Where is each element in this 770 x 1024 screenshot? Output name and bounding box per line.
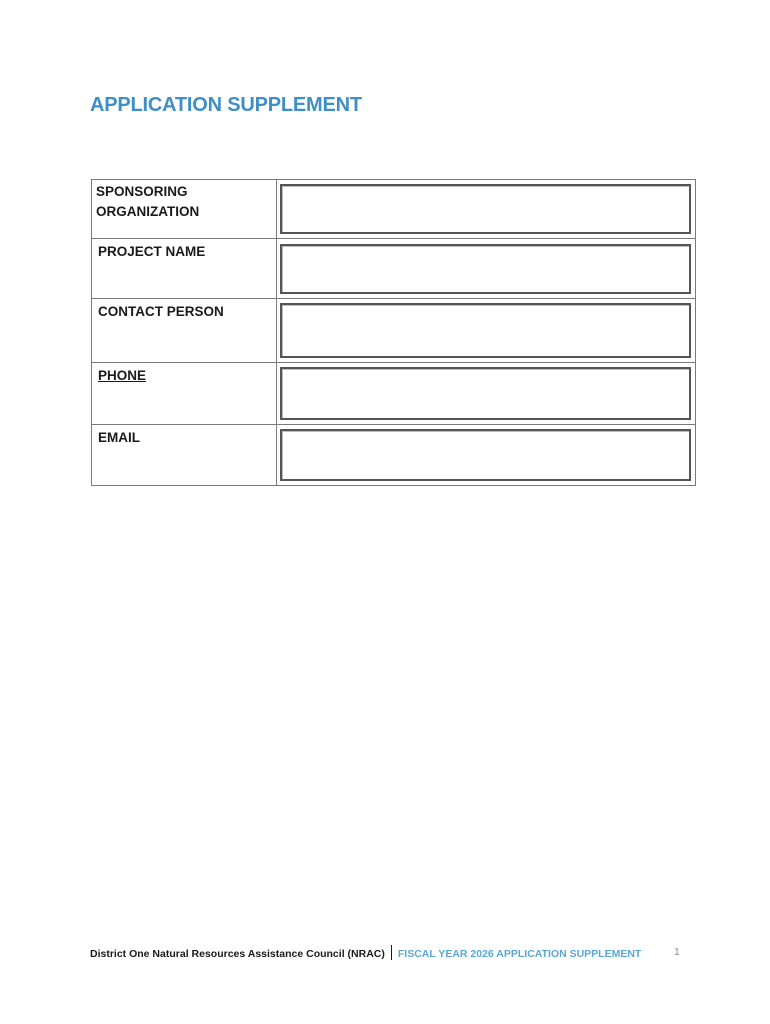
- label-cell: [92, 180, 277, 239]
- field-cell: [277, 239, 696, 299]
- form-row-sponsoring-organization: [92, 180, 696, 239]
- field-cell: [277, 363, 696, 425]
- phone-field[interactable]: [280, 367, 691, 420]
- label-cell: [92, 363, 277, 425]
- form-row-contact-person: [92, 299, 696, 363]
- footer-divider: [391, 945, 392, 960]
- email-field[interactable]: [280, 429, 691, 481]
- sponsoring-organization-field[interactable]: [280, 184, 691, 234]
- phone-label: PHONE: [98, 368, 147, 383]
- footer-document-name: FISCAL YEAR 2026 APPLICATION SUPPLEMENT: [397, 948, 642, 960]
- label-cell: [92, 239, 277, 299]
- project-name-label: PROJECT NAME: [98, 244, 206, 259]
- form-row-phone: [92, 363, 696, 425]
- page-title: APPLICATION SUPPLEMENT: [90, 94, 362, 116]
- footer-organization: District One Natural Resources Assistance Council (NRAC): [90, 948, 385, 960]
- label-cell: [92, 299, 277, 363]
- contact-person-field[interactable]: [280, 303, 691, 358]
- field-cell: [277, 299, 696, 363]
- page-number: 1: [674, 946, 680, 958]
- label-cell: [92, 425, 277, 486]
- project-name-field[interactable]: [280, 244, 691, 294]
- application-form-table: [91, 179, 696, 486]
- field-cell: [277, 180, 696, 239]
- page-footer: [90, 945, 690, 960]
- sponsoring-organization-label-line2: ORGANIZATION: [96, 204, 200, 219]
- contact-person-label: CONTACT PERSON: [98, 304, 224, 319]
- field-cell: [277, 425, 696, 486]
- sponsoring-organization-label-line1: SPONSORING: [96, 184, 188, 199]
- form-row-project-name: [92, 239, 696, 299]
- form-row-email: [92, 425, 696, 486]
- email-label: EMAIL: [98, 430, 140, 445]
